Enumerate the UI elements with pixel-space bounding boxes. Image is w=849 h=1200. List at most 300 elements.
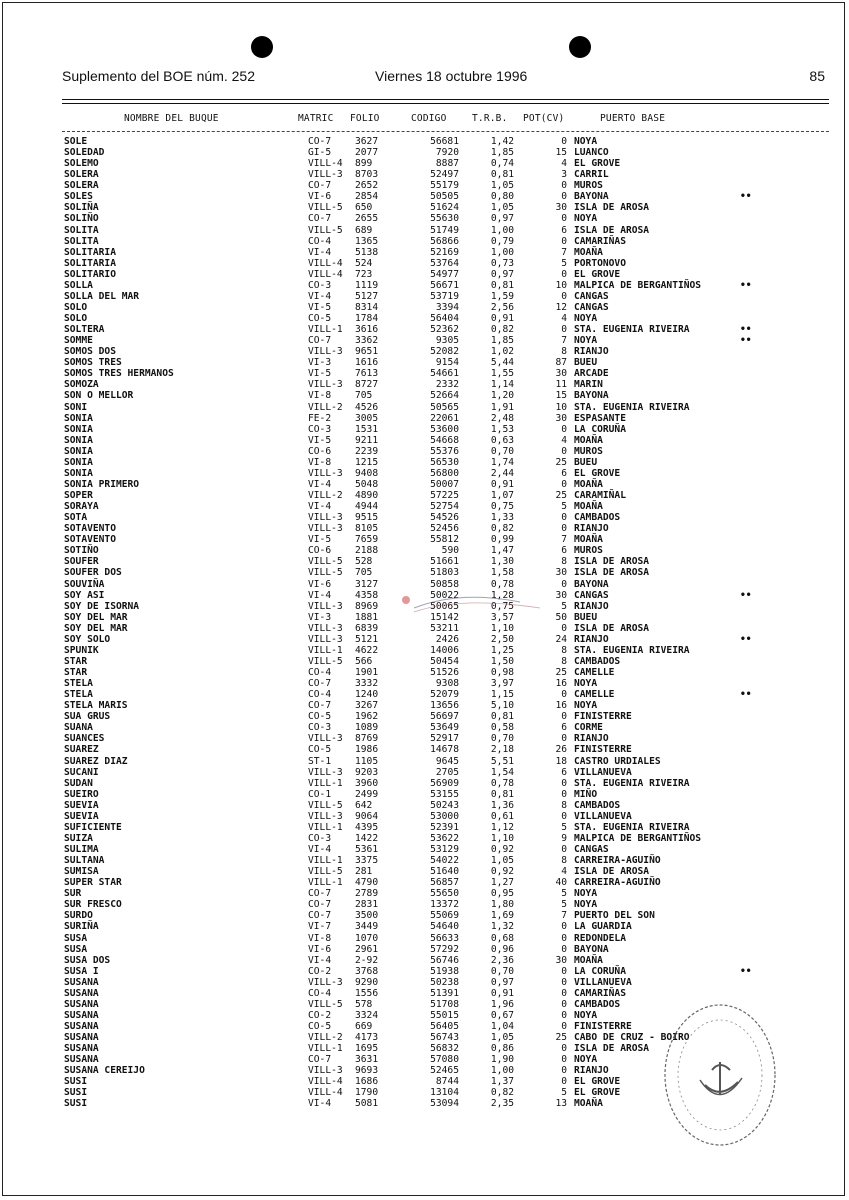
trb: 0,58: [490, 722, 514, 734]
vessel-name: SOUFER DOS: [64, 567, 122, 579]
vessel-name: SUDAN: [64, 777, 93, 789]
table-row: [0, 899, 849, 910]
vessel-name: SONIA: [64, 423, 93, 435]
codigo: 56530: [430, 456, 459, 468]
trb: 0,91: [490, 987, 514, 999]
codigo: 51624: [430, 202, 459, 214]
folio: 669: [355, 1021, 373, 1032]
potencia: 0: [561, 180, 567, 192]
trb: 1,05: [490, 202, 514, 214]
matricula: VILL-3: [308, 379, 343, 391]
puerto-base: ISLA DE AROSA: [574, 202, 650, 214]
vessel-name: SUSI: [64, 1087, 88, 1099]
table-row: [0, 767, 849, 778]
puerto-base: BAYONA: [574, 191, 609, 203]
puerto-base: NOYA: [574, 678, 598, 690]
table-row: [0, 490, 849, 501]
trb: 5,10: [490, 700, 514, 712]
codigo: 54977: [430, 268, 459, 280]
vessel-name: SUAREZ: [64, 744, 99, 756]
trb: 1,85: [490, 335, 514, 347]
potencia: 0: [561, 1021, 567, 1032]
vessel-name: SOLITARIA: [64, 257, 116, 269]
trb: 5,51: [490, 755, 514, 767]
margin-mark: ••: [740, 191, 752, 203]
trb: 2,36: [490, 954, 514, 966]
matricula: CO-7: [308, 910, 332, 922]
folio: 578: [355, 998, 373, 1010]
trb: 2,18: [490, 744, 514, 756]
codigo: 56681: [430, 136, 459, 147]
matricula: VI-5: [308, 368, 332, 380]
table-row: [0, 844, 849, 855]
puerto-base: MUROS: [574, 545, 603, 557]
table-row: [0, 191, 849, 202]
folio: 9651: [355, 346, 379, 358]
puerto-base: BAYONA: [574, 390, 609, 402]
folio: 1556: [355, 987, 379, 999]
codigo: 51661: [430, 556, 459, 568]
potencia: 0: [561, 711, 567, 723]
puerto-base: ISLA DE AROSA: [574, 866, 650, 878]
vessel-name: STAR: [64, 667, 88, 678]
vessel-name: SOY DE ISORNA: [64, 600, 140, 612]
trb: 0,92: [490, 866, 514, 878]
matricula: CO-5: [308, 744, 332, 756]
matricula: VILL-1: [308, 324, 343, 336]
page-header: [62, 68, 827, 90]
table-row: [0, 933, 849, 944]
table-row: [0, 457, 849, 468]
folio: 524: [355, 257, 373, 269]
matricula: VI-3: [308, 357, 332, 369]
table-row: [0, 468, 849, 479]
matricula: VILL-5: [308, 556, 343, 568]
matricula: VILL-3: [308, 169, 343, 181]
puerto-base: MOAÑA: [574, 534, 603, 546]
potencia: 0: [561, 976, 567, 988]
table-row: [0, 402, 849, 413]
vessel-name: SUSANA: [64, 1032, 99, 1044]
matricula: CO-7: [308, 888, 332, 900]
matricula: VILL-3: [308, 600, 343, 612]
vessel-name: SULIMA: [64, 844, 99, 855]
folio: 2499: [355, 788, 379, 800]
table-row: [0, 302, 849, 313]
puerto-base: FINISTERRE: [574, 1021, 632, 1032]
puerto-base: RIANJO: [574, 523, 609, 535]
table-row: [0, 501, 849, 512]
punch-hole-right: [569, 36, 591, 58]
potencia: 0: [561, 943, 567, 955]
puerto-base: LA CORUÑA: [574, 423, 626, 435]
matricula: VILL-3: [308, 733, 343, 745]
puerto-base: MOAÑA: [574, 1098, 603, 1110]
puerto-base: PORTONOVO: [574, 257, 626, 269]
vessel-name: SONIA: [64, 445, 93, 457]
folio: 5081: [355, 1098, 379, 1110]
codigo: 54640: [430, 921, 459, 933]
puerto-base: NOYA: [574, 335, 598, 347]
codigo: 50243: [430, 799, 459, 811]
official-stamp: [660, 1000, 780, 1150]
table-row: [0, 645, 849, 656]
trb: 1,10: [490, 832, 514, 844]
potencia: 30: [555, 412, 567, 424]
codigo: 52079: [430, 689, 459, 701]
matricula: CO-7: [308, 335, 332, 347]
matricula: VILL-1: [308, 644, 343, 656]
matricula: VILL-3: [308, 976, 343, 988]
puerto-base: CAMBADOS: [574, 799, 621, 811]
codigo: 9645: [435, 755, 459, 767]
vessel-name: SUSANA: [64, 1043, 99, 1055]
codigo: 51708: [430, 998, 459, 1010]
puerto-base: RIANJO: [574, 600, 609, 612]
vessel-name: SOLLA DEL MAR: [64, 290, 140, 302]
matricula: VILL-3: [308, 810, 343, 822]
folio: 650: [355, 202, 373, 214]
vessel-name: SOTAVENTO: [64, 534, 116, 546]
table-row: [0, 888, 849, 899]
folio: 2961: [355, 943, 379, 955]
trb: 1,20: [490, 390, 514, 402]
folio: 1784: [355, 313, 379, 324]
folio: 1901: [355, 667, 379, 678]
codigo: 51391: [430, 987, 459, 999]
codigo: 57225: [430, 490, 459, 501]
codigo: 22061: [430, 412, 459, 424]
vessel-name: SOLITARIO: [64, 268, 116, 280]
matricula: VI-4: [308, 1098, 332, 1110]
vessel-name: SOLEMO: [64, 158, 99, 170]
table-row: [0, 778, 849, 789]
codigo: 15142: [430, 611, 459, 623]
codigo: 52362: [430, 324, 459, 336]
matricula: VILL-4: [308, 158, 343, 170]
matricula: CO-7: [308, 180, 332, 192]
vessel-name: SUSI: [64, 1098, 88, 1110]
puerto-base: FINISTERRE: [574, 711, 632, 723]
vessel-name: SONI: [64, 401, 88, 413]
table-row: [0, 424, 849, 435]
potencia: 0: [561, 932, 567, 944]
trb: 0,81: [490, 788, 514, 800]
margin-mark: ••: [740, 279, 752, 291]
codigo: 50022: [430, 589, 459, 601]
puerto-base: NOYA: [574, 313, 598, 324]
folio: 3960: [355, 777, 379, 789]
vessel-name: SURDO: [64, 910, 93, 922]
puerto-base: CAMARIÑAS: [574, 987, 626, 999]
matricula: VILL-5: [308, 655, 343, 667]
folio: 2077: [355, 147, 379, 159]
puerto-base: EL GROVE: [574, 1087, 621, 1099]
vessel-name: SUANA: [64, 722, 93, 734]
vessel-name: SOLERA: [64, 180, 99, 192]
puerto-base: ISLA DE AROSA: [574, 1043, 650, 1055]
potencia: 4: [561, 434, 567, 446]
potencia: 12: [555, 301, 567, 313]
puerto-base: BUEU: [574, 456, 598, 468]
table-row: [0, 733, 849, 744]
vessel-name: SUPER STAR: [64, 877, 122, 889]
trb: 1,47: [490, 545, 514, 557]
potencia: 5: [561, 257, 567, 269]
puerto-base: MIÑO: [574, 788, 598, 800]
table-row: [0, 689, 849, 700]
trb: 3,97: [490, 678, 514, 690]
matricula: CO-2: [308, 965, 332, 977]
folio: 2239: [355, 445, 379, 457]
puerto-base: STA. EUGENIA RIVEIRA: [574, 777, 690, 789]
table-row: [0, 910, 849, 921]
puerto-base: CAMELLE: [574, 689, 615, 701]
table-row: [0, 545, 849, 556]
puerto-base: RIANJO: [574, 733, 609, 745]
potencia: 7: [561, 534, 567, 546]
folio: 5127: [355, 290, 379, 302]
codigo: 50454: [430, 655, 459, 667]
vessel-name: SOLITA: [64, 235, 99, 247]
matricula: CO-7: [308, 213, 332, 225]
table-row: [0, 258, 849, 269]
trb: 0,74: [490, 158, 514, 170]
vessel-name: SOY ASI: [64, 589, 105, 601]
puerto-base: CARREIRA-AGUIÑO: [574, 855, 661, 867]
vessel-name: SOLE: [64, 136, 88, 147]
folio: 9211: [355, 434, 379, 446]
matricula: CO-5: [308, 711, 332, 723]
trb: 1,37: [490, 1076, 514, 1088]
trb: 0,82: [490, 1087, 514, 1099]
table-row: [0, 313, 849, 324]
table-row: [0, 966, 849, 977]
puerto-base: CANGAS: [574, 290, 609, 302]
trb: 1,05: [490, 1032, 514, 1044]
potencia: 0: [561, 478, 567, 490]
codigo: 56671: [430, 279, 459, 291]
table-row: [0, 479, 849, 490]
puerto-base: CAMELLE: [574, 667, 615, 678]
potencia: 0: [561, 423, 567, 435]
puerto-base: PUERTO DEL SON: [574, 910, 655, 922]
matricula: VILL-3: [308, 512, 343, 524]
table-row: [0, 368, 849, 379]
table-row: [0, 390, 849, 401]
puerto-base: ISLA DE AROSA: [574, 224, 650, 236]
folio: 8769: [355, 733, 379, 745]
table-row: [0, 269, 849, 280]
folio: 8105: [355, 523, 379, 535]
trb: 0,91: [490, 478, 514, 490]
vessel-name: SOTA: [64, 512, 88, 524]
table-row: [0, 147, 849, 158]
codigo: 52465: [430, 1065, 459, 1077]
trb: 1,59: [490, 290, 514, 302]
matricula: VI-4: [308, 290, 332, 302]
table-row: [0, 335, 849, 346]
folio: 899: [355, 158, 373, 170]
folio: 2188: [355, 545, 379, 557]
potencia: 8: [561, 556, 567, 568]
trb: 0,98: [490, 667, 514, 678]
matricula: VI-4: [308, 501, 332, 513]
vessel-name: SUSANA: [64, 976, 99, 988]
puerto-base: NOYA: [574, 1054, 598, 1066]
folio: 8969: [355, 600, 379, 612]
puerto-base: EL GROVE: [574, 268, 621, 280]
puerto-base: MOAÑA: [574, 478, 603, 490]
codigo: 52169: [430, 246, 459, 258]
potencia: 16: [555, 678, 567, 690]
trb: 1,36: [490, 799, 514, 811]
trb: 0,70: [490, 445, 514, 457]
col-nombre: NOMBRE DEL BUQUE: [124, 113, 219, 124]
potencia: 5: [561, 1087, 567, 1099]
matricula: CO-7: [308, 136, 332, 147]
matricula: VI-6: [308, 943, 332, 955]
table-row: [0, 247, 849, 258]
puerto-base: EL GROVE: [574, 1076, 621, 1088]
trb: 0,63: [490, 434, 514, 446]
codigo: 56832: [430, 1043, 459, 1055]
vessel-name: SUSANA: [64, 1009, 99, 1021]
vessel-name: SUMISA: [64, 866, 99, 878]
vessel-name: SULTANA: [64, 855, 105, 867]
folio: 689: [355, 224, 373, 236]
puerto-base: ISLA DE AROSA: [574, 567, 650, 579]
potencia: 30: [555, 589, 567, 601]
folio: 4890: [355, 490, 379, 501]
codigo: 52497: [430, 169, 459, 181]
codigo: 8887: [435, 158, 459, 170]
trb: 0,92: [490, 844, 514, 855]
matricula: VILL-2: [308, 490, 343, 501]
puerto-base: STA. EUGENIA RIVEIRA: [574, 324, 690, 336]
vessel-name: SUSA I: [64, 965, 99, 977]
potencia: 0: [561, 998, 567, 1010]
trb: 0,97: [490, 268, 514, 280]
potencia: 0: [561, 622, 567, 634]
codigo: 2705: [435, 766, 459, 778]
codigo: 51526: [430, 667, 459, 678]
trb: 1,54: [490, 766, 514, 778]
vessel-name: SOMOS TRES HERMANOS: [64, 368, 174, 380]
vessel-name: SUA GRUS: [64, 711, 111, 723]
puerto-base: MUROS: [574, 445, 603, 457]
matricula: CO-5: [308, 1021, 332, 1032]
codigo: 3394: [435, 301, 459, 313]
vessel-name: STELA: [64, 689, 93, 701]
puerto-base: STA. EUGENIA RIVEIRA: [574, 644, 690, 656]
trb: 1,53: [490, 423, 514, 435]
trb: 0,81: [490, 279, 514, 291]
vessel-name: SUSANA: [64, 998, 99, 1010]
matricula: VILL-1: [308, 821, 343, 833]
trb: 0,70: [490, 965, 514, 977]
puerto-base: CARREIRA-AGUIÑO: [574, 877, 661, 889]
table-row: [0, 921, 849, 932]
page-number: 85: [809, 68, 825, 84]
folio: 1119: [355, 279, 379, 291]
folio: 723: [355, 268, 373, 280]
matricula: VILL-4: [308, 257, 343, 269]
folio: 705: [355, 567, 373, 579]
codigo: 56909: [430, 777, 459, 789]
margin-mark: ••: [740, 633, 752, 645]
matricula: CO-1: [308, 788, 332, 800]
puerto-base: NOYA: [574, 888, 598, 900]
vessel-name: SOLTERA: [64, 324, 105, 336]
matricula: CO-2: [308, 1009, 332, 1021]
folio: 1422: [355, 832, 379, 844]
folio: 3005: [355, 412, 379, 424]
table-row: [0, 667, 849, 678]
vessel-name: SUFICIENTE: [64, 821, 122, 833]
vessel-name: SOLO: [64, 313, 88, 324]
potencia: 0: [561, 844, 567, 855]
potencia: 10: [555, 401, 567, 413]
folio: 2789: [355, 888, 379, 900]
codigo: 13372: [430, 899, 459, 911]
table-row: [0, 789, 849, 800]
publication-title: Suplemento del BOE núm. 252: [62, 68, 256, 84]
codigo: 55069: [430, 910, 459, 922]
table-row: [0, 225, 849, 236]
header-rule-top: [62, 99, 829, 100]
table-row: [0, 877, 849, 888]
matricula: VILL-1: [308, 777, 343, 789]
codigo: 50565: [430, 401, 459, 413]
matricula: GI-5: [308, 147, 332, 159]
table-row: [0, 656, 849, 667]
puerto-base: ARCADE: [574, 368, 609, 380]
trb: 1,05: [490, 855, 514, 867]
trb: 0,81: [490, 711, 514, 723]
matricula: VI-5: [308, 534, 332, 546]
codigo: 52754: [430, 501, 459, 513]
folio: 4622: [355, 644, 379, 656]
codigo: 51640: [430, 866, 459, 878]
folio: 1616: [355, 357, 379, 369]
codigo: 53649: [430, 722, 459, 734]
matricula: CO-4: [308, 689, 332, 701]
trb: 0,79: [490, 235, 514, 247]
trb: 1,28: [490, 589, 514, 601]
folio: 1531: [355, 423, 379, 435]
folio: 1070: [355, 932, 379, 944]
table-row: [0, 700, 849, 711]
table-row: [0, 236, 849, 247]
folio: 3127: [355, 578, 379, 590]
matricula: VI-6: [308, 578, 332, 590]
matricula: VILL-3: [308, 467, 343, 479]
table-row: [0, 379, 849, 390]
potencia: 5: [561, 501, 567, 513]
trb: 0,82: [490, 324, 514, 336]
puerto-base: ESPASANTE: [574, 412, 626, 424]
codigo: 53094: [430, 1098, 459, 1110]
potencia: 0: [561, 235, 567, 247]
puerto-base: MOAÑA: [574, 246, 603, 258]
codigo: 14678: [430, 744, 459, 756]
codigo: 9308: [435, 678, 459, 690]
table-row: [0, 291, 849, 302]
puerto-base: MOAÑA: [574, 434, 603, 446]
codigo: 56405: [430, 1021, 459, 1032]
puerto-base: CABO DE CRUZ - BOIRO: [574, 1032, 690, 1044]
